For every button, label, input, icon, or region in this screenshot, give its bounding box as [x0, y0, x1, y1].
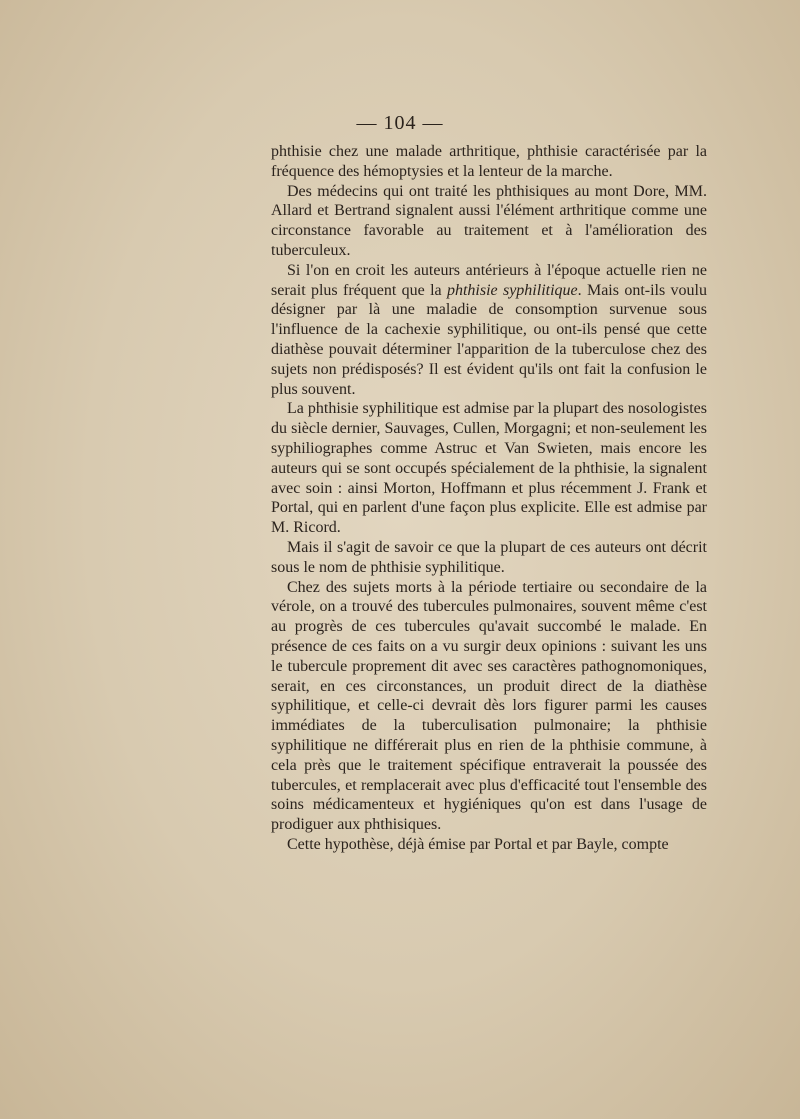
paragraph: phthisie chez une malade arthritique, phthisie caractérisée par la fréquence des hémoptysies et la lenteur de la marche.	[271, 143, 707, 180]
body-text	[271, 142, 707, 855]
paragraph-text: Si l'on en croit les auteurs antérieurs à l'époque actuelle rien ne serait plus fréquent que la	[271, 261, 707, 299]
paragraph: Mais il s'agit de savoir ce que la plupart de ces auteurs ont décrit sous le nom de phthisie syphilitique.	[271, 538, 707, 576]
paragraph: Cette hypothèse, déjà émise par Portal et par Bayle, compte	[287, 835, 669, 853]
paragraph	[271, 261, 707, 400]
page-number: — 104 —	[356, 112, 444, 134]
paragraph-text: . Mais ont-ils voulu désigner par là une maladie de consomption survenue sous l'influence de la cachexie syphilitique, ou ont-ils pensé que cette diathèse pouvait déterminer l'apparition de la tuberculose chez des sujets non prédisposés? Il est évident qu'ils ont fait la confusion le plus souvent.	[271, 281, 707, 398]
emphasis-term: phthisie syphilitique	[446, 281, 578, 299]
paragraph: La phthisie syphilitique est admise par la plupart des nosologistes du siècle dernier, Sauvages, Cullen, Morgagni; et non-seulement les syphiliographes comme Astruc et Van Swieten, mais encore les auteurs qui se sont occupés spécialement de la phthisie, la signalent avec soin : ainsi Morton, Hoffmann et plus récemment J. Frank et Portal, qui en parlent d'une façon plus explicite. Elle est admise par M. Ricord.	[271, 400, 707, 537]
paragraph: Des médecins qui ont traité les phthisiques au mont Dore, MM. Allard et Bertrand signalent aussi l'élément arthritique comme une circonstance favorable au traitement et à l'amélioration des tuberculeux.	[271, 182, 707, 259]
paragraph: Chez des sujets morts à la période tertiaire ou secondaire de la vérole, on a trouvé des tubercules pulmonaires, souvent même c'est au progrès de ces tubercules qu'avait succombé le malade. En présence de ces faits on a vu surgir deux opinions : suivant les uns le tubercule proprement dit avec ses caractères pathognomoniques, serait, en ces circonstances, un produit direct de la diathèse syphilitique, et celle-ci devrait dès lors figurer parmi les causes immédiates de la tuberculisation pulmonaire; la phthisie syphilitique ne différerait plus en rien de la phthisie commune, à cela près que le traitement spécifique entraverait la poussée des tubercules, et remplacerait avec plus d'efficacité tout l'ensemble des soins médicamenteux et hygiéniques qu'on est dans l'usage de prodiguer aux phthisiques.	[271, 578, 707, 834]
